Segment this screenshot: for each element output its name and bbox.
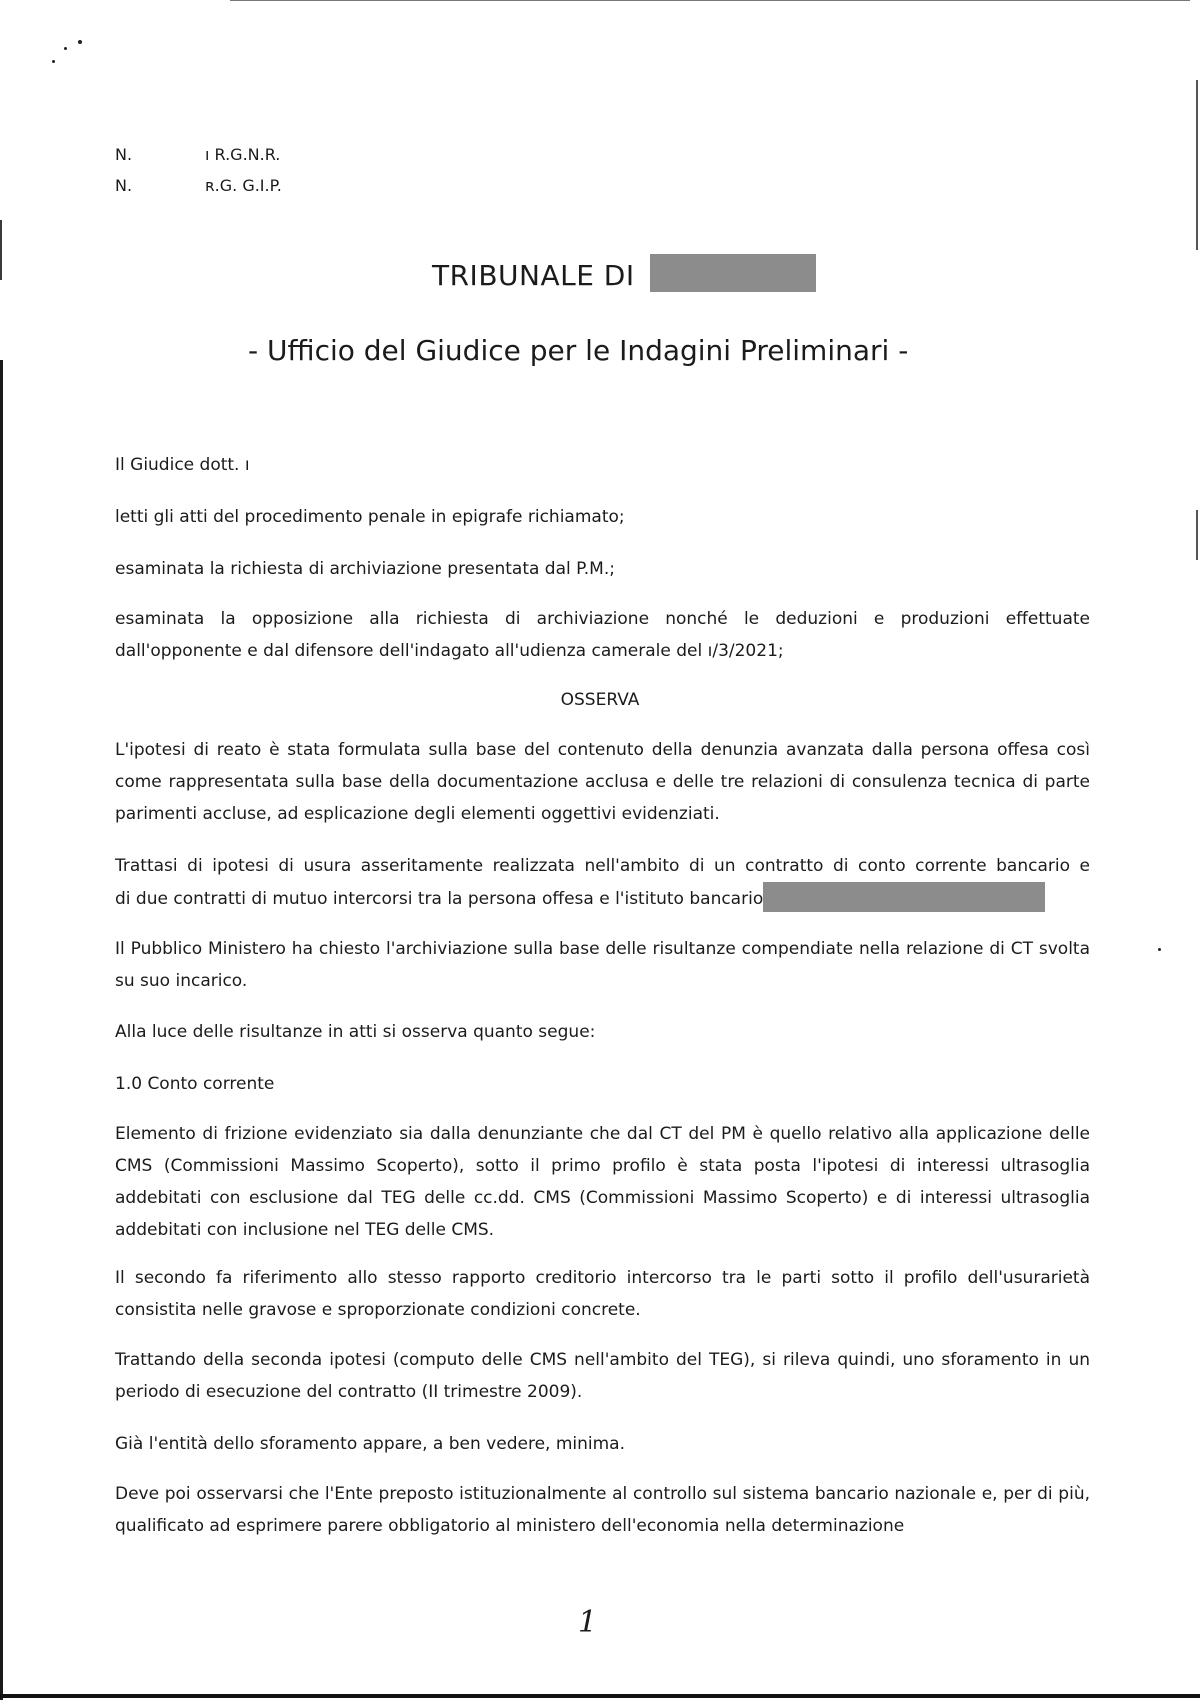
body-text-3: Il Pubblico Ministero ha chiesto l'archiviazione sulla base delle risultanze compendiate nella relazione di CT svolta su suo incarico. [115,939,1090,991]
court-name-redaction [650,254,816,292]
office-title: - Ufficio del Giudice per le Indagini Preliminari - [248,334,909,367]
bank-name-redaction [763,882,1045,912]
rgnr-prefix: N. [115,145,133,164]
scan-edge-right-lower [1196,510,1198,560]
body-paragraph-1 [115,734,1090,830]
body-paragraph-2 [115,850,1090,915]
rggip-label: ʀ.G. G.I.P. [205,176,282,195]
page-number: 1 [578,1605,598,1640]
body-text-2-line2-wrap [115,882,1090,915]
scan-edge-bottom [0,1694,1200,1698]
scan-edge-left [0,360,3,1700]
body-paragraph-8 [115,1428,1090,1460]
body-text-2-line2: di due contratti di mutuo intercorsi tra la persona offesa e l'istituto bancario [115,889,764,909]
scan-speck [1158,948,1161,951]
intro-text-1: letti gli atti del procedimento penale in epigrafe richiamato; [115,507,625,527]
rgnr-label: ı R.G.N.R. [205,145,281,164]
rggip-line [115,176,282,196]
scan-edge-right [1196,80,1198,250]
intro-text-2: esaminata la richiesta di archiviazione presentata dal P.M.; [115,559,615,579]
scan-speck [52,60,55,63]
body-text-4: Alla luce delle risultanze in atti si osserva quanto segue: [115,1022,596,1042]
scan-edge-left-short [0,220,2,280]
section-heading [115,1068,1090,1100]
body-text-2-line1: Trattasi di ipotesi di usura asseritamente realizzata nell'ambito di un contratto di conto corrente bancario e [115,856,1090,876]
body-paragraph-5 [115,1118,1090,1246]
intro-paragraph-3 [115,603,1090,667]
body-text-5: Elemento di frizione evidenziato sia dalla denunziante che dal CT del PM è quello relativo alla applicazione delle CMS (Commissioni Massimo Scoperto), sotto il primo profilo è stata posta l'ipotesi di interessi ultrasoglia addebitati con esclusione dal TEG delle cc.dd. CMS (Commissioni Massimo Scoperto) e di interessi ultrasoglia addebitati con inclusione nel TEG delle CMS. [115,1124,1090,1240]
judge-name: Il Giudice dott. ı [115,455,250,475]
rgnr-line [115,145,280,165]
body-text-9: Deve poi osservarsi che l'Ente preposto istituzionalmente al controllo sul sistema bancario nazionale e, per di più, qualificato ad esprimere parere obbligatorio al ministero dell'economia nella determinazione [115,1484,1090,1536]
body-paragraph-7 [115,1344,1090,1408]
section-heading-text: 1.0 Conto corrente [115,1074,275,1094]
body-text-6: Il secondo fa riferimento allo stesso rapporto creditorio intercorso tra le parti sotto il profilo dell'usurarietà consistita nelle gravose e sproporzionate condizioni concrete. [115,1268,1090,1320]
scan-speck [64,47,67,50]
body-text-8: Già l'entità dello sforamento appare, a ben vedere, minima. [115,1434,625,1454]
body-paragraph-6 [115,1262,1090,1326]
scan-speck [78,40,82,44]
rggip-prefix: N. [115,176,133,195]
scan-edge-top [230,0,1190,1]
body-text-1: L'ipotesi di reato è stata formulata sulla base del contenuto della denunzia avanzata dalla persona offesa così come rappresentata sulla base della documentazione acclusa e delle tre relazioni di consulenza tecnica di parte parimenti accluse, ad esplicazione degli elementi oggettivi evidenziati. [115,740,1090,824]
body-text-7: Trattando della seconda ipotesi (computo delle CMS nell'ambito del TEG), si rileva quindi, uno sforamento in un periodo di esecuzione del contratto (II trimestre 2009). [115,1350,1090,1402]
body-paragraph-4 [115,1016,1090,1048]
intro-paragraph-1 [115,501,1090,533]
intro-text-3: esaminata la opposizione alla richiesta di archiviazione nonché le deduzioni e produzioni effettuate dall'opponente e dal difensore dell'indagato all'udienza camerale del ı/3/2021; [115,609,1090,661]
body-paragraph-3 [115,933,1090,997]
body-paragraph-9 [115,1478,1090,1542]
observe-heading: OSSERVA [560,690,640,710]
court-title: TRIBUNALE DI [432,259,635,292]
intro-paragraph-2 [115,553,1090,585]
judge-line [115,449,1090,481]
